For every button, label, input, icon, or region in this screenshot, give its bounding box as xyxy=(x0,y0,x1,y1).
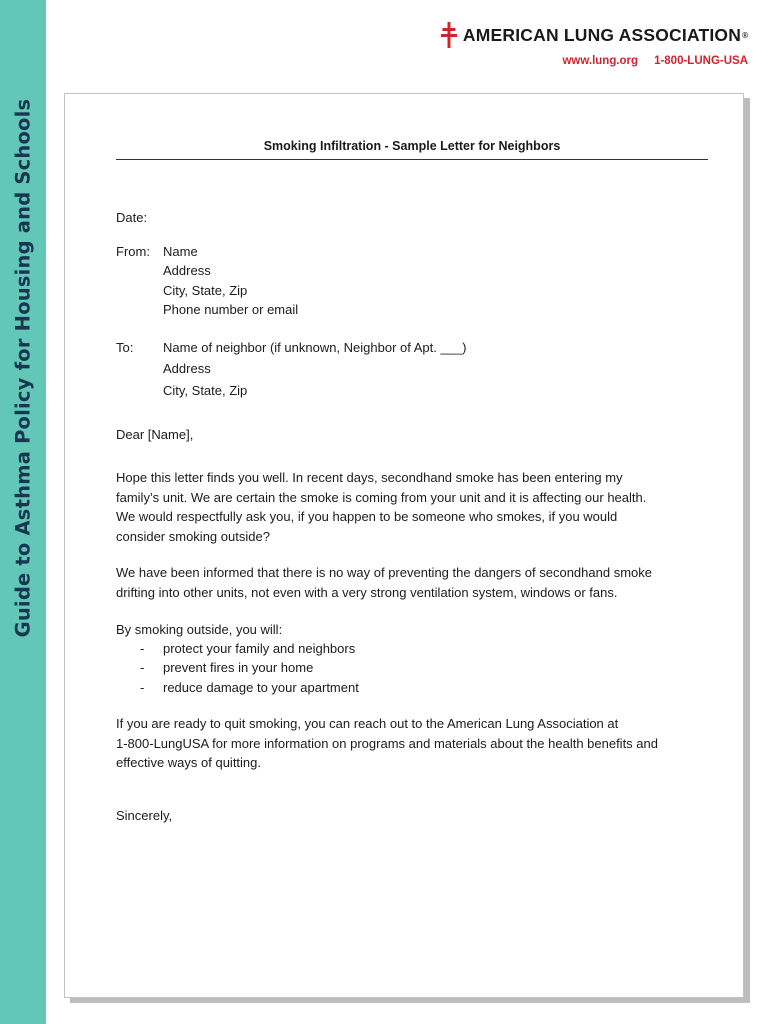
letter-title: Smoking Infiltration - Sample Letter for Neighbors xyxy=(263,139,561,153)
phone-number: 1-800-LUNG-USA xyxy=(654,55,748,67)
paragraph-line: If you are ready to quit smoking, you can reach out to the American Lung Association at xyxy=(116,716,619,731)
to-name: Name of neighbor (if unknown, Neighbor of Apt. ___) xyxy=(163,340,467,355)
paragraph-2 xyxy=(116,563,716,602)
from-name: Name xyxy=(163,244,198,259)
paragraph-1 xyxy=(116,468,716,546)
side-title xyxy=(0,0,46,650)
from-city: City, State, Zip xyxy=(163,283,248,298)
to-address: Address xyxy=(163,361,211,376)
registered-mark: ® xyxy=(742,30,748,40)
salutation: Dear [Name], xyxy=(116,427,194,442)
paragraph-line: effective ways of quitting. xyxy=(116,755,262,770)
bullet-dash: - xyxy=(140,660,145,675)
paragraph-3 xyxy=(116,714,716,773)
contact-line xyxy=(562,55,748,67)
from-contact: Phone number or email xyxy=(163,302,299,317)
paragraph-line: We have been informed that there is no way of preventing the dangers of secondhand smoke xyxy=(116,565,652,580)
paragraph-line: 1-800-LungUSA for more information on programs and materials about the health benefits and xyxy=(116,735,658,751)
list-intro: By smoking outside, you will: xyxy=(116,622,283,637)
from-label: From: xyxy=(116,244,150,259)
bullet-dash: - xyxy=(140,641,145,656)
title-divider xyxy=(116,159,708,160)
bullet-dash: - xyxy=(140,680,145,695)
double-barred-cross-icon xyxy=(441,22,457,48)
brand-name: AMERICAN LUNG ASSOCIATION xyxy=(462,24,742,45)
paragraph-line: We would respectfully ask you, if you happen to be someone who smokes, if you would xyxy=(116,509,618,524)
from-address: Address xyxy=(163,263,211,278)
brand-logo xyxy=(441,22,748,48)
to-city: City, State, Zip xyxy=(163,383,248,398)
website-link[interactable]: www.lung.org xyxy=(562,55,639,67)
paragraph-line: drifting into other units, not even with a very strong ventilation system, windows or fans. xyxy=(116,584,618,600)
paragraph-line: consider smoking outside? xyxy=(116,528,270,544)
paragraph-line: family’s unit. We are certain the smoke is coming from your unit and it is affecting our health. xyxy=(116,489,647,505)
list-item: protect your family and neighbors xyxy=(163,641,356,656)
to-label: To: xyxy=(116,340,134,355)
paragraph-line: Hope this letter finds you well. In recent days, secondhand smoke has been entering my xyxy=(116,470,623,485)
guide-title: Guide to Asthma Policy for Housing and Schools xyxy=(11,98,35,638)
list-item: prevent fires in your home xyxy=(163,660,314,675)
date-label: Date: xyxy=(116,210,148,225)
closing: Sincerely, xyxy=(116,808,173,823)
list-item: reduce damage to your apartment xyxy=(163,680,359,695)
